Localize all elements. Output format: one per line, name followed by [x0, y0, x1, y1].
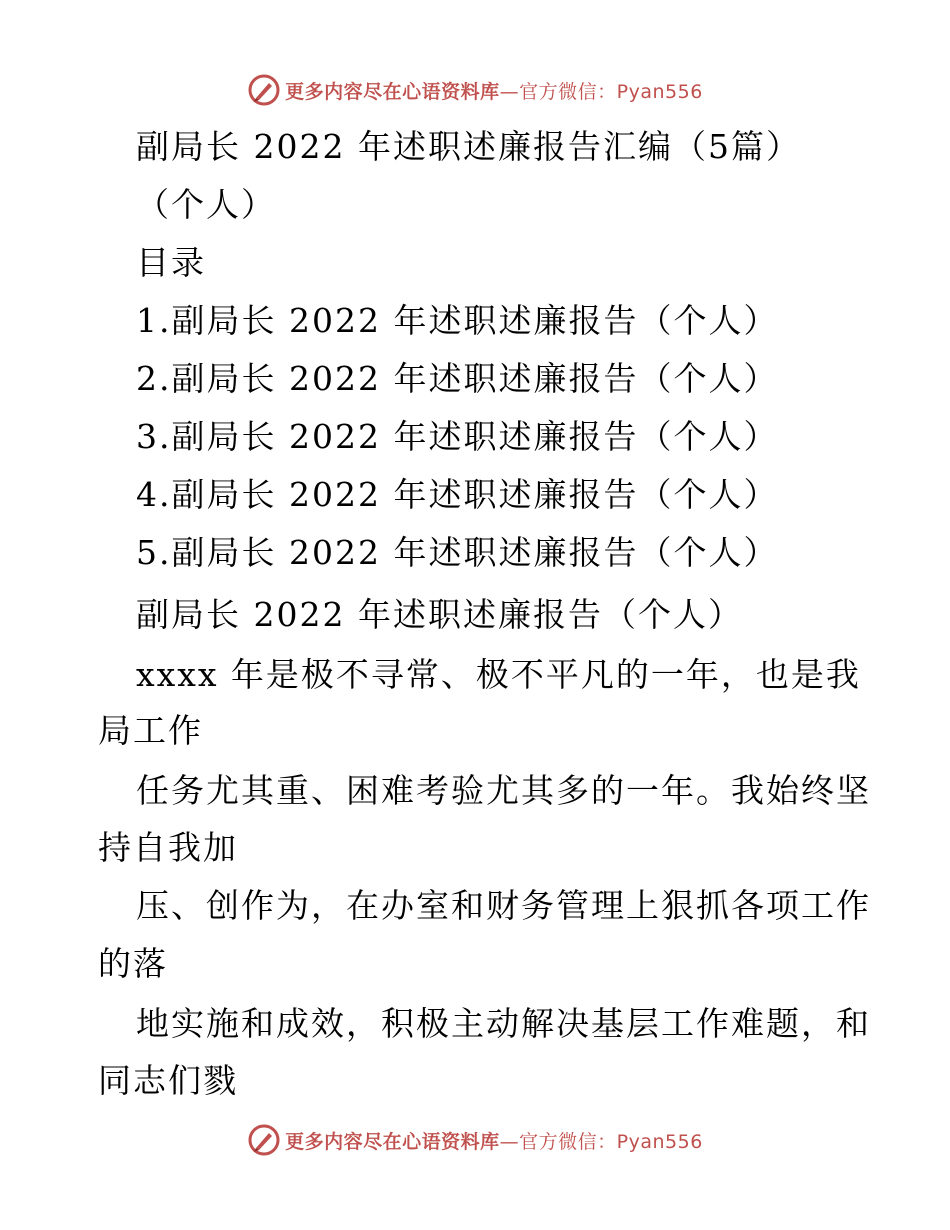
body-line: 局工作 [98, 711, 203, 750]
toc-item: 5.副局长 2022 年述职述廉报告（个人） [136, 533, 779, 572]
body-line: 压、创作为，在办室和财务管理上狠抓各项工作 [136, 886, 871, 925]
body-line: 任务尤其重、困难考验尤其多的一年。我始终坚 [136, 771, 871, 810]
document-title: 副局长 2022 年述职述廉报告汇编（5篇） [136, 127, 801, 166]
body-line: xxxx 年是极不寻常、极不平凡的一年，也是我 [136, 655, 861, 694]
document-title-continuation: （个人） [136, 185, 276, 224]
section-title: 副局长 2022 年述职述廉报告（个人） [136, 595, 743, 634]
pen-logo-icon [247, 73, 281, 107]
watermark-text: 更多内容尽在心语资料库—官方微信：Pyan556 [285, 1130, 703, 1153]
body-line: 地实施和成效，积极主动解决基层工作难题，和 [136, 1004, 871, 1043]
toc-item: 4.副局长 2022 年述职述廉报告（个人） [136, 475, 779, 514]
toc-item: 1.副局长 2022 年述职述廉报告（个人） [136, 301, 779, 340]
toc-item: 2.副局长 2022 年述职述廉报告（个人） [136, 359, 779, 398]
toc-heading: 目录 [136, 243, 206, 282]
toc-item: 3.副局长 2022 年述职述廉报告（个人） [136, 417, 779, 456]
pen-logo-icon [247, 1123, 281, 1157]
header-watermark [0, 70, 950, 110]
body-line: 的落 [98, 944, 168, 983]
body-line: 持自我加 [98, 828, 238, 867]
watermark-text: 更多内容尽在心语资料库—官方微信：Pyan556 [285, 80, 703, 103]
footer-watermark [0, 1120, 950, 1160]
body-line: 同志们戮 [98, 1061, 238, 1100]
